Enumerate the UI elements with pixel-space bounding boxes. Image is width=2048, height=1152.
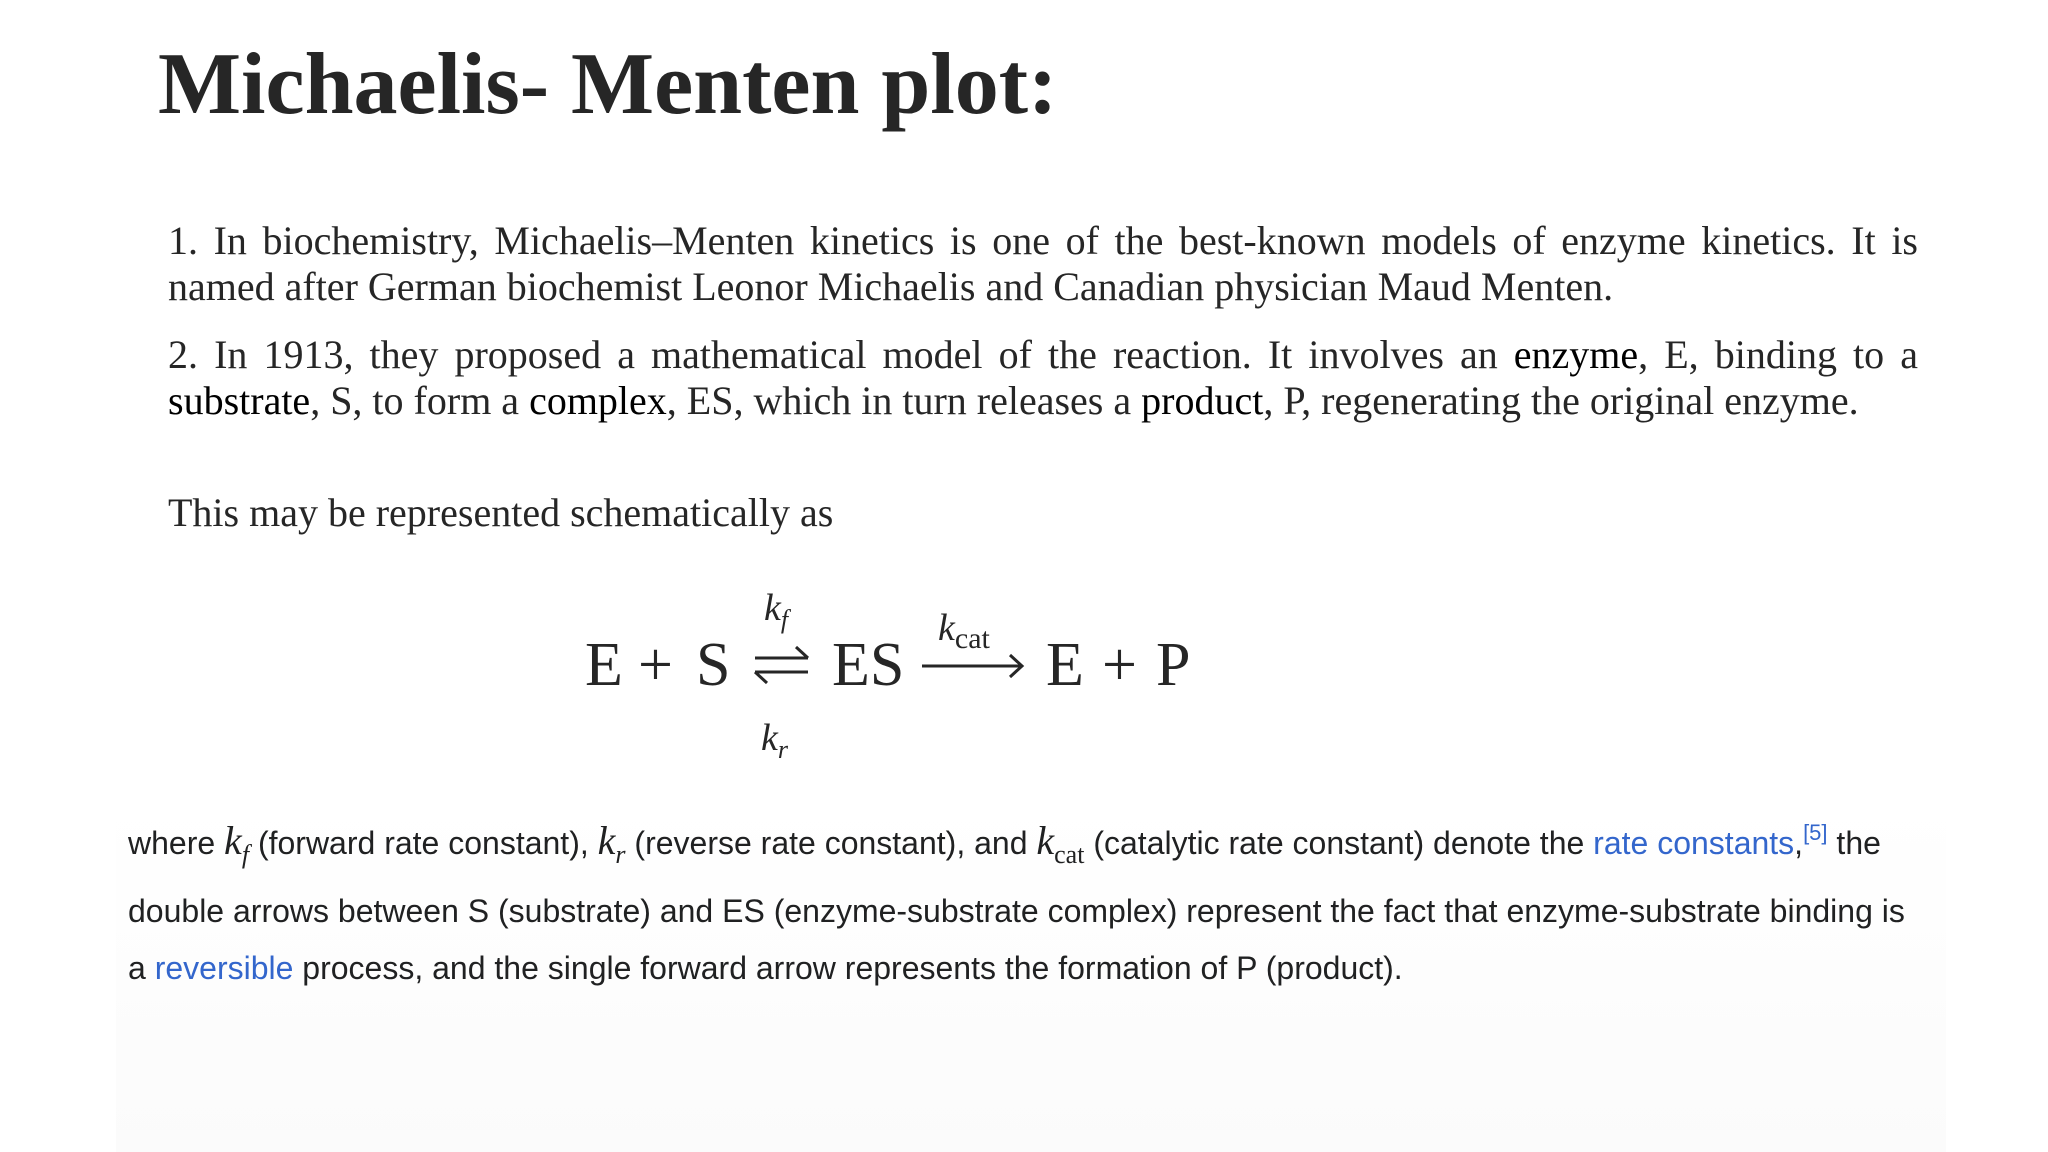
paragraph-2-text: , E, binding to a xyxy=(1638,332,1918,377)
excerpt-text: (forward rate constant), xyxy=(249,825,598,861)
slide-title: Michaelis- Menten plot: xyxy=(158,36,1058,133)
eq-complex-ES: ES xyxy=(832,631,905,699)
eq-enzyme-E: E xyxy=(1046,631,1084,699)
forward-arrow-icon xyxy=(922,655,1022,677)
link-reversible[interactable]: reversible xyxy=(154,950,294,986)
excerpt-text: where xyxy=(128,825,225,861)
paragraph-3: This may be represented schematically as xyxy=(168,490,834,535)
symbol-kf: $k_f$ xyxy=(224,818,250,869)
eq-plus: + xyxy=(1102,631,1137,699)
eq-product-P: P xyxy=(1156,631,1191,699)
eq-enzyme-E: E xyxy=(585,631,623,699)
paragraph-2-text: 2. In 1913, they proposed a mathematical model of the reaction. It involves an xyxy=(168,332,1514,377)
paragraph-2-text: , S, to form a xyxy=(310,378,530,423)
equilibrium-arrows-icon xyxy=(755,647,808,683)
eq-kf-label: $k_f$ xyxy=(764,587,789,634)
paragraph-1: 1. In biochemistry, Michaelis–Menten kinetics is one of the best-known models of enzyme kinetics. It is named after German biochemist Leonor Michaelis and Canadian physician Maud Menten. xyxy=(168,218,1918,309)
excerpt-text: (catalytic rate constant) denote the xyxy=(1084,825,1594,861)
eq-kr-label: $k_r$ xyxy=(761,717,788,764)
wikipedia-excerpt xyxy=(116,800,1946,1152)
reaction-equation xyxy=(560,580,1260,780)
symbol-kr: $k_r$ xyxy=(597,818,626,869)
reference-5-link[interactable]: [5] xyxy=(1803,820,1828,845)
excerpt-paragraph xyxy=(128,812,1928,997)
paragraph-2 xyxy=(168,332,1918,424)
term-product: product xyxy=(1141,378,1264,423)
eq-kcat-label: $k_{cat}$ xyxy=(938,607,990,655)
link-rate-constants[interactable]: rate constants xyxy=(1593,825,1795,861)
term-substrate: substrate xyxy=(168,378,311,423)
eq-plus: + xyxy=(638,631,673,699)
excerpt-text: the double arrows between S (substrate) and ES (enzyme-substrate complex) represent the fact that enzyme-substrate binding is a xyxy=(128,825,1905,986)
term-complex: complex xyxy=(529,378,667,423)
term-enzyme: enzyme xyxy=(1513,332,1639,377)
eq-substrate-S: S xyxy=(696,631,731,699)
paragraph-2-text: , ES, which in turn releases a xyxy=(666,378,1142,423)
reaction-equation-svg xyxy=(560,580,1260,780)
paragraph-2-text: , P, regenerating the original enzyme. xyxy=(1263,378,1859,423)
symbol-kcat: $k_{cat}$ xyxy=(1036,818,1085,869)
excerpt-text: , xyxy=(1794,825,1804,861)
excerpt-text: (reverse rate constant), and xyxy=(625,825,1037,861)
excerpt-text: process, and the single forward arrow represents the formation of P (product). xyxy=(293,950,1403,986)
